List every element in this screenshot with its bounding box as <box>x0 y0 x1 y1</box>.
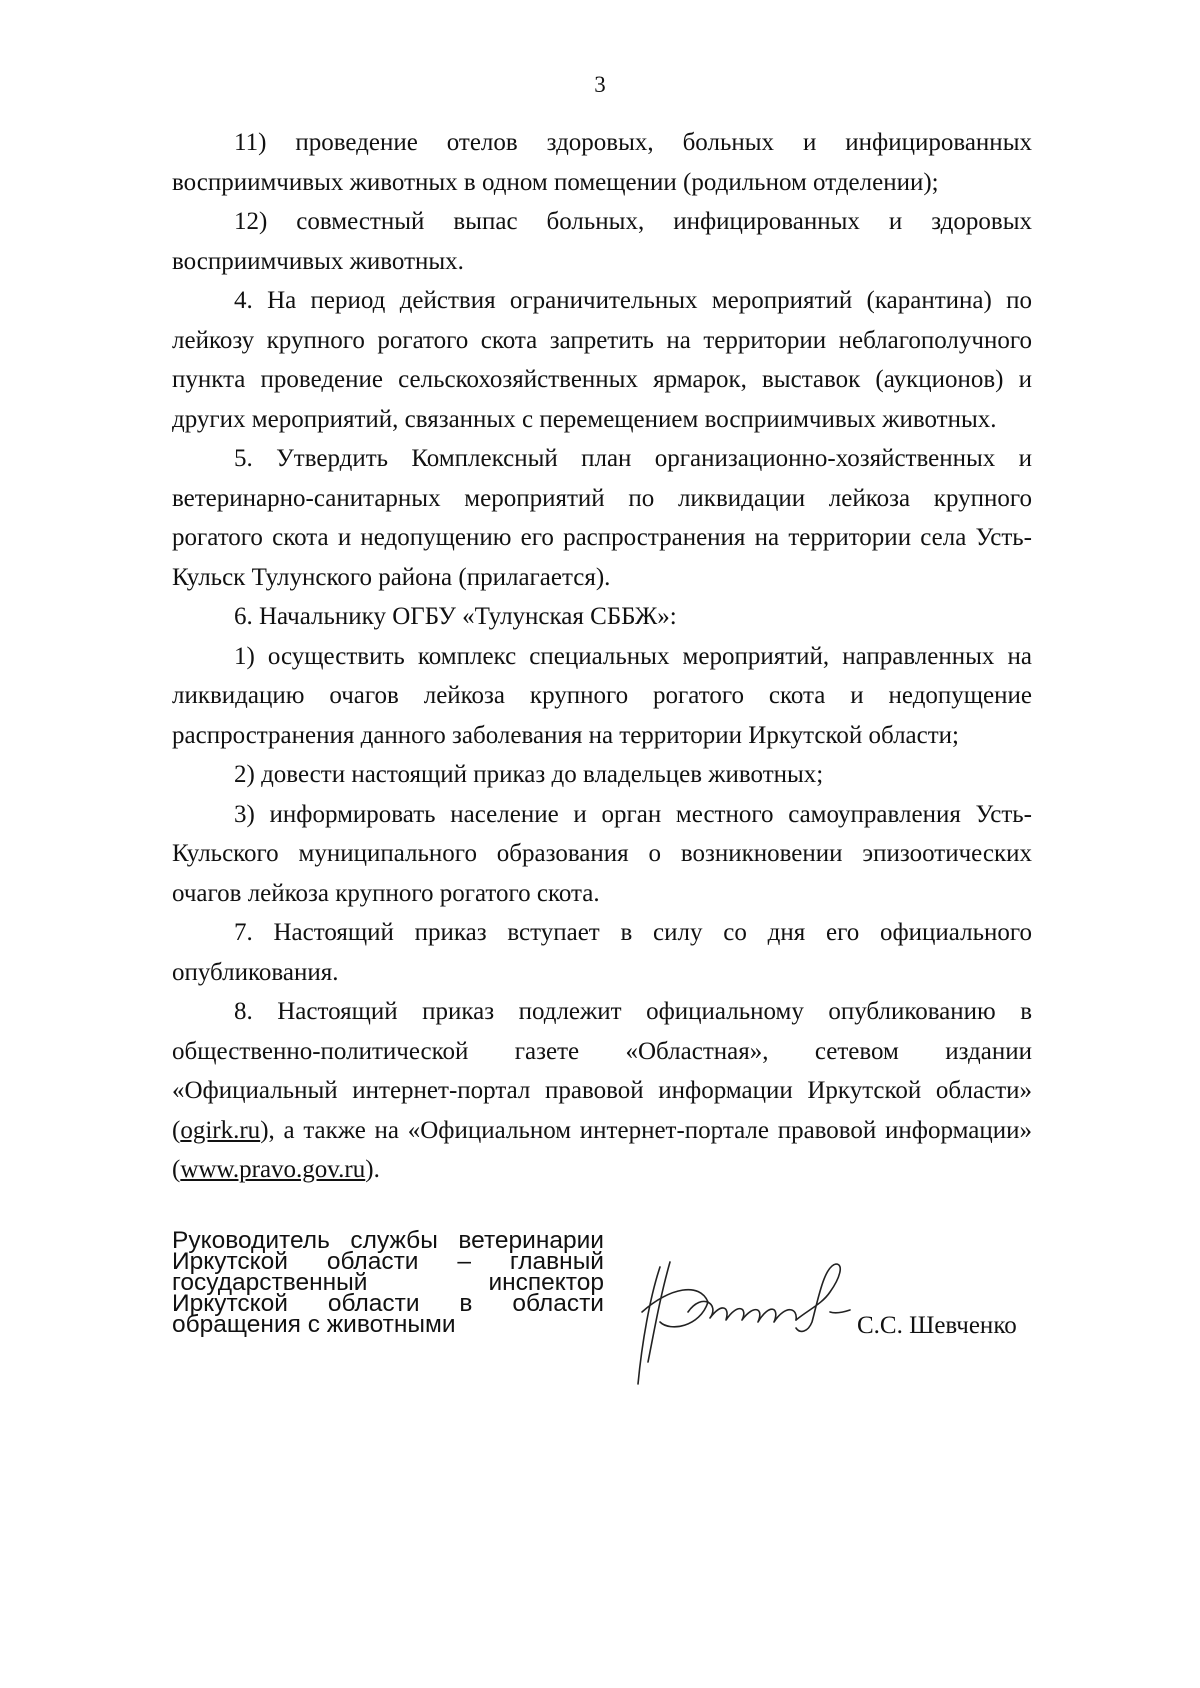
signer-position-line: обращения с животными <box>172 1311 456 1338</box>
signer-position-line: государственный инспектор <box>172 1269 604 1296</box>
signer-position-line: Руководитель службы ветеринарии <box>172 1227 604 1254</box>
handwritten-signature <box>630 1252 860 1392</box>
paragraph-6-2: 2) довести настоящий приказ до владельцев животных; <box>234 761 824 788</box>
signer-name: С.С. Шевченко <box>857 1312 1017 1339</box>
pravo-link: www.pravo.gov.ru <box>180 1156 366 1183</box>
paragraph-8 <box>172 992 1032 1190</box>
paragraph-12: 12) совместный выпас больных, инфицированных и здоровых восприимчивых животных. <box>172 208 1032 275</box>
signer-position-line: Иркутской области в области <box>172 1290 604 1317</box>
paragraph-11: 11) проведение отелов здоровых, больных и инфицированных восприимчивых животных в одном помещении (родильном отделении); <box>172 129 1032 196</box>
signer-position <box>172 1227 604 1338</box>
signer-position-line: Иркутской области – главный <box>172 1248 604 1275</box>
ogirk-link: ogirk.ru <box>180 1116 261 1144</box>
paragraph-6: 6. Начальнику ОГБУ «Тулунская СББЖ»: <box>234 603 677 630</box>
paragraph-6-1: 1) осуществить комплекс специальных мероприятий, направленных на ликвидацию очагов лейкоза крупного рогатого скота и недопущение распространения данного заболевания на территории Иркутской области; <box>172 642 1032 749</box>
paragraph-4: 4. На период действия ограничительных мероприятий (карантина) по лейкозу крупного рогатого скота запретить на территории неблагополучного пункта проведение сельскохозяйственных ярмарок, выставок (аукционов) и других мероприятий, связанных с перемещением восприимчивых животных. <box>172 287 1032 433</box>
paragraph-6-3: 3) информировать население и орган местного самоуправления Усть-Кульского муниципального образования о возникновении эпизоотических очагов лейкоза крупного рогатого скота. <box>172 800 1032 907</box>
publication-text-2: ), а также на «Официальном интернет-портале правовой информации» ( <box>172 1116 1032 1183</box>
document-body <box>172 123 1032 1190</box>
paragraph-5: 5. Утвердить Комплексный план организационно-хозяйственных и ветеринарно-санитарных мероприятий по ликвидации лейкоза крупного рогатого скота и недопущению его распространения на территории села Усть-Кульск Тулунского района (прилагается). <box>172 445 1032 591</box>
publication-text-3: ). <box>365 1156 380 1183</box>
publication-text-1: 8. Настоящий приказ подлежит официальному опубликованию в общественно-политической газете «Областная», сетевом издании «Официальный интернет-портал правовой информации Иркутской области» ( <box>172 998 1032 1144</box>
page-number: 3 <box>594 72 606 97</box>
paragraph-7: 7. Настоящий приказ вступает в силу со дня его официального опубликования. <box>172 919 1032 986</box>
